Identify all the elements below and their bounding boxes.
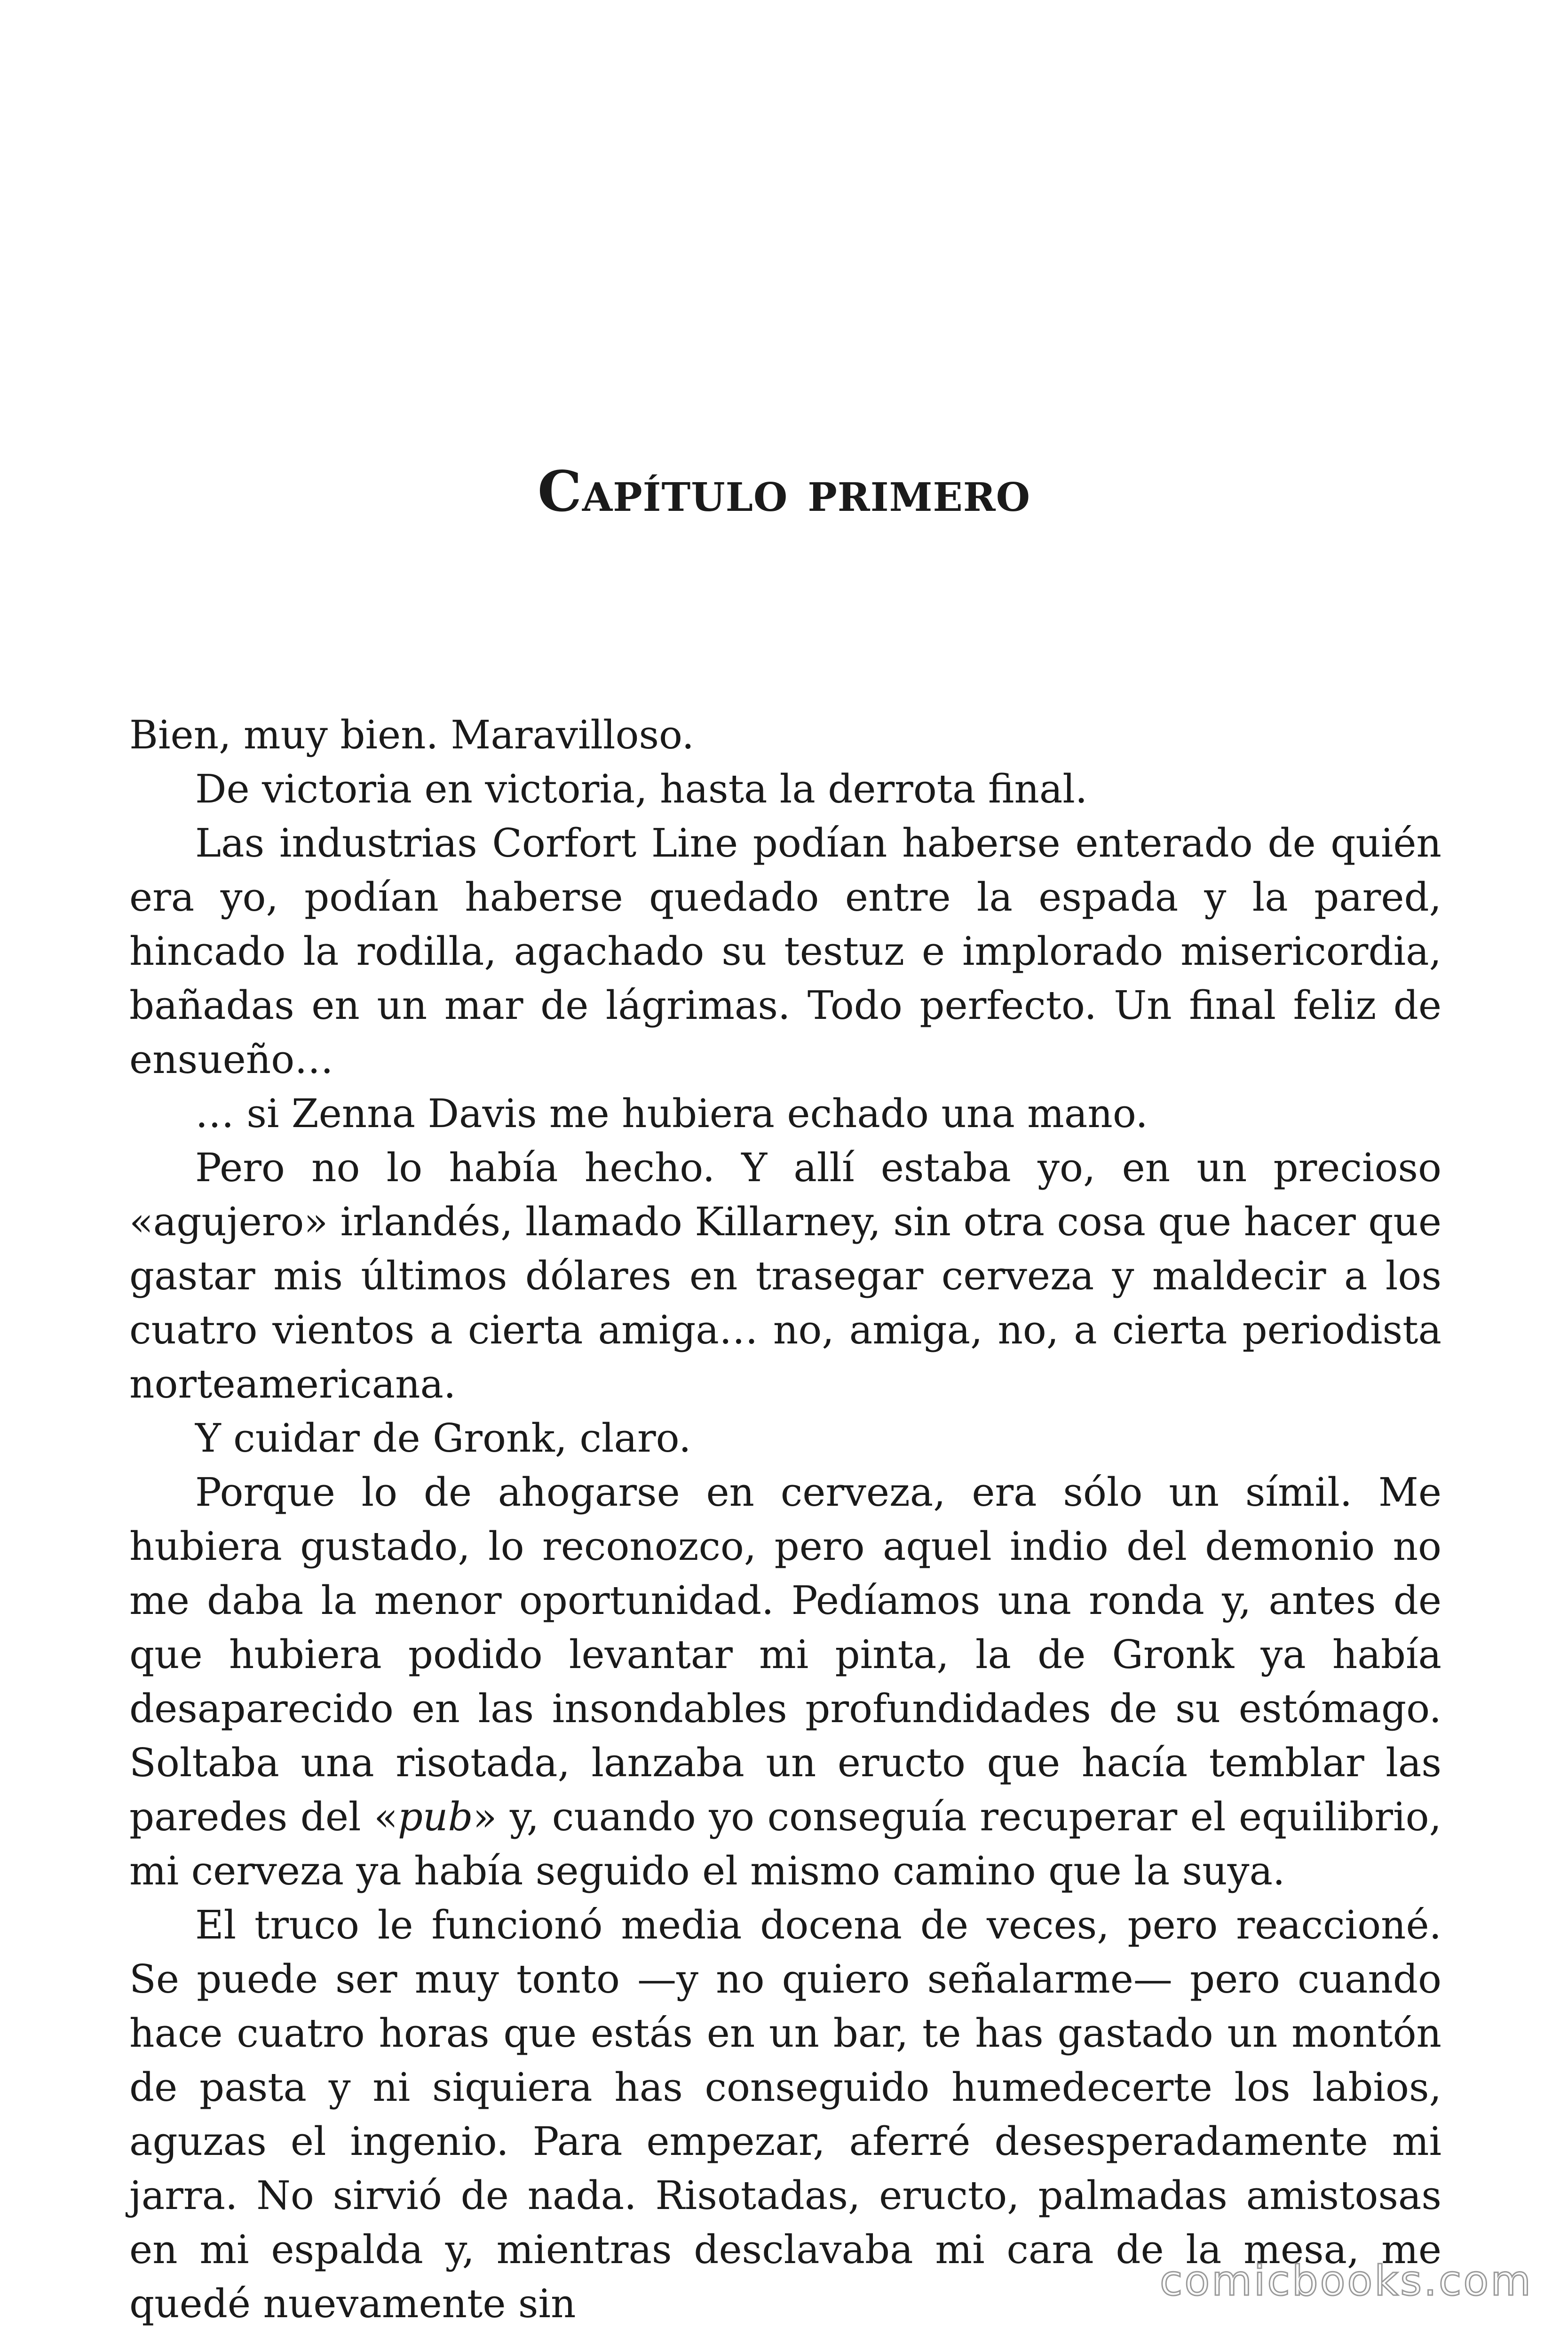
paragraph-text: » y, cuando yo conseguía recuperar el equilibrio, mi cerveza ya había seguido el mismo camino que la suya. [129, 1794, 1441, 1894]
watermark: comicbooks.com [1159, 2257, 1533, 2305]
paragraph: El truco le funcionó media docena de veces, pero reaccioné. Se puede ser muy tonto —y no quiero señalarme— pero cuando hace cuatro horas que estás en un bar, te has gastado un montón de pasta y ni siquiera has conseguido humedecerte los labios, aguzas el ingenio. Para empezar, aferré desesperadamente mi jarra. No sirvió de nada. Risotadas, eructo, palmadas amistosas en mi espalda y, mientras desclavaba mi cara de la mesa, me quedé nuevamente sin [129, 1902, 1441, 2327]
chapter-body [129, 708, 1441, 2331]
paragraph: … si Zenna Davis me hubiera echado una mano. [195, 1091, 1148, 1136]
paragraph: De victoria en victoria, hasta la derrota final. [195, 766, 1088, 812]
chapter-title: Capítulo primero [537, 459, 1031, 524]
paragraph: Las industrias Corfort Line podían haberse enterado de quién era yo, podían haberse quedado entre la espada y la pared, hincado la rodilla, agachado su testuz e implorado misericordia, bañadas en un mar de lágrimas. Todo perfecto. Un final feliz de ensueño… [129, 820, 1441, 1082]
paragraph: Bien, muy bien. Maravilloso. [129, 712, 694, 758]
paragraph [129, 1465, 1441, 1898]
paragraph: Pero no lo había hecho. Y allí estaba yo, en un precioso «agujero» irlandés, llamado Killarney, sin otra cosa que hacer que gastar mis últimos dólares en trasegar cerveza y maldecir a los cuatro vientos a cierta amiga… no, amiga, no, a cierta periodista norteamericana. [129, 1145, 1441, 1407]
paragraph: Y cuidar de Gronk, claro. [195, 1415, 691, 1461]
italic-word: pub [397, 1794, 473, 1840]
paragraph-text: Porque lo de ahogarse en cerveza, era sólo un símil. Me hubiera gustado, lo reconozco, pero aquel indio del demonio no me daba la menor oportunidad. Pedíamos una ronda y, antes de que hubiera podido levantar mi pinta, la de Gronk ya había desaparecido en las insondables profundidades de su estómago. Soltaba una risotada, lanzaba un eructo que hacía temblar las paredes del « [129, 1470, 1441, 1840]
